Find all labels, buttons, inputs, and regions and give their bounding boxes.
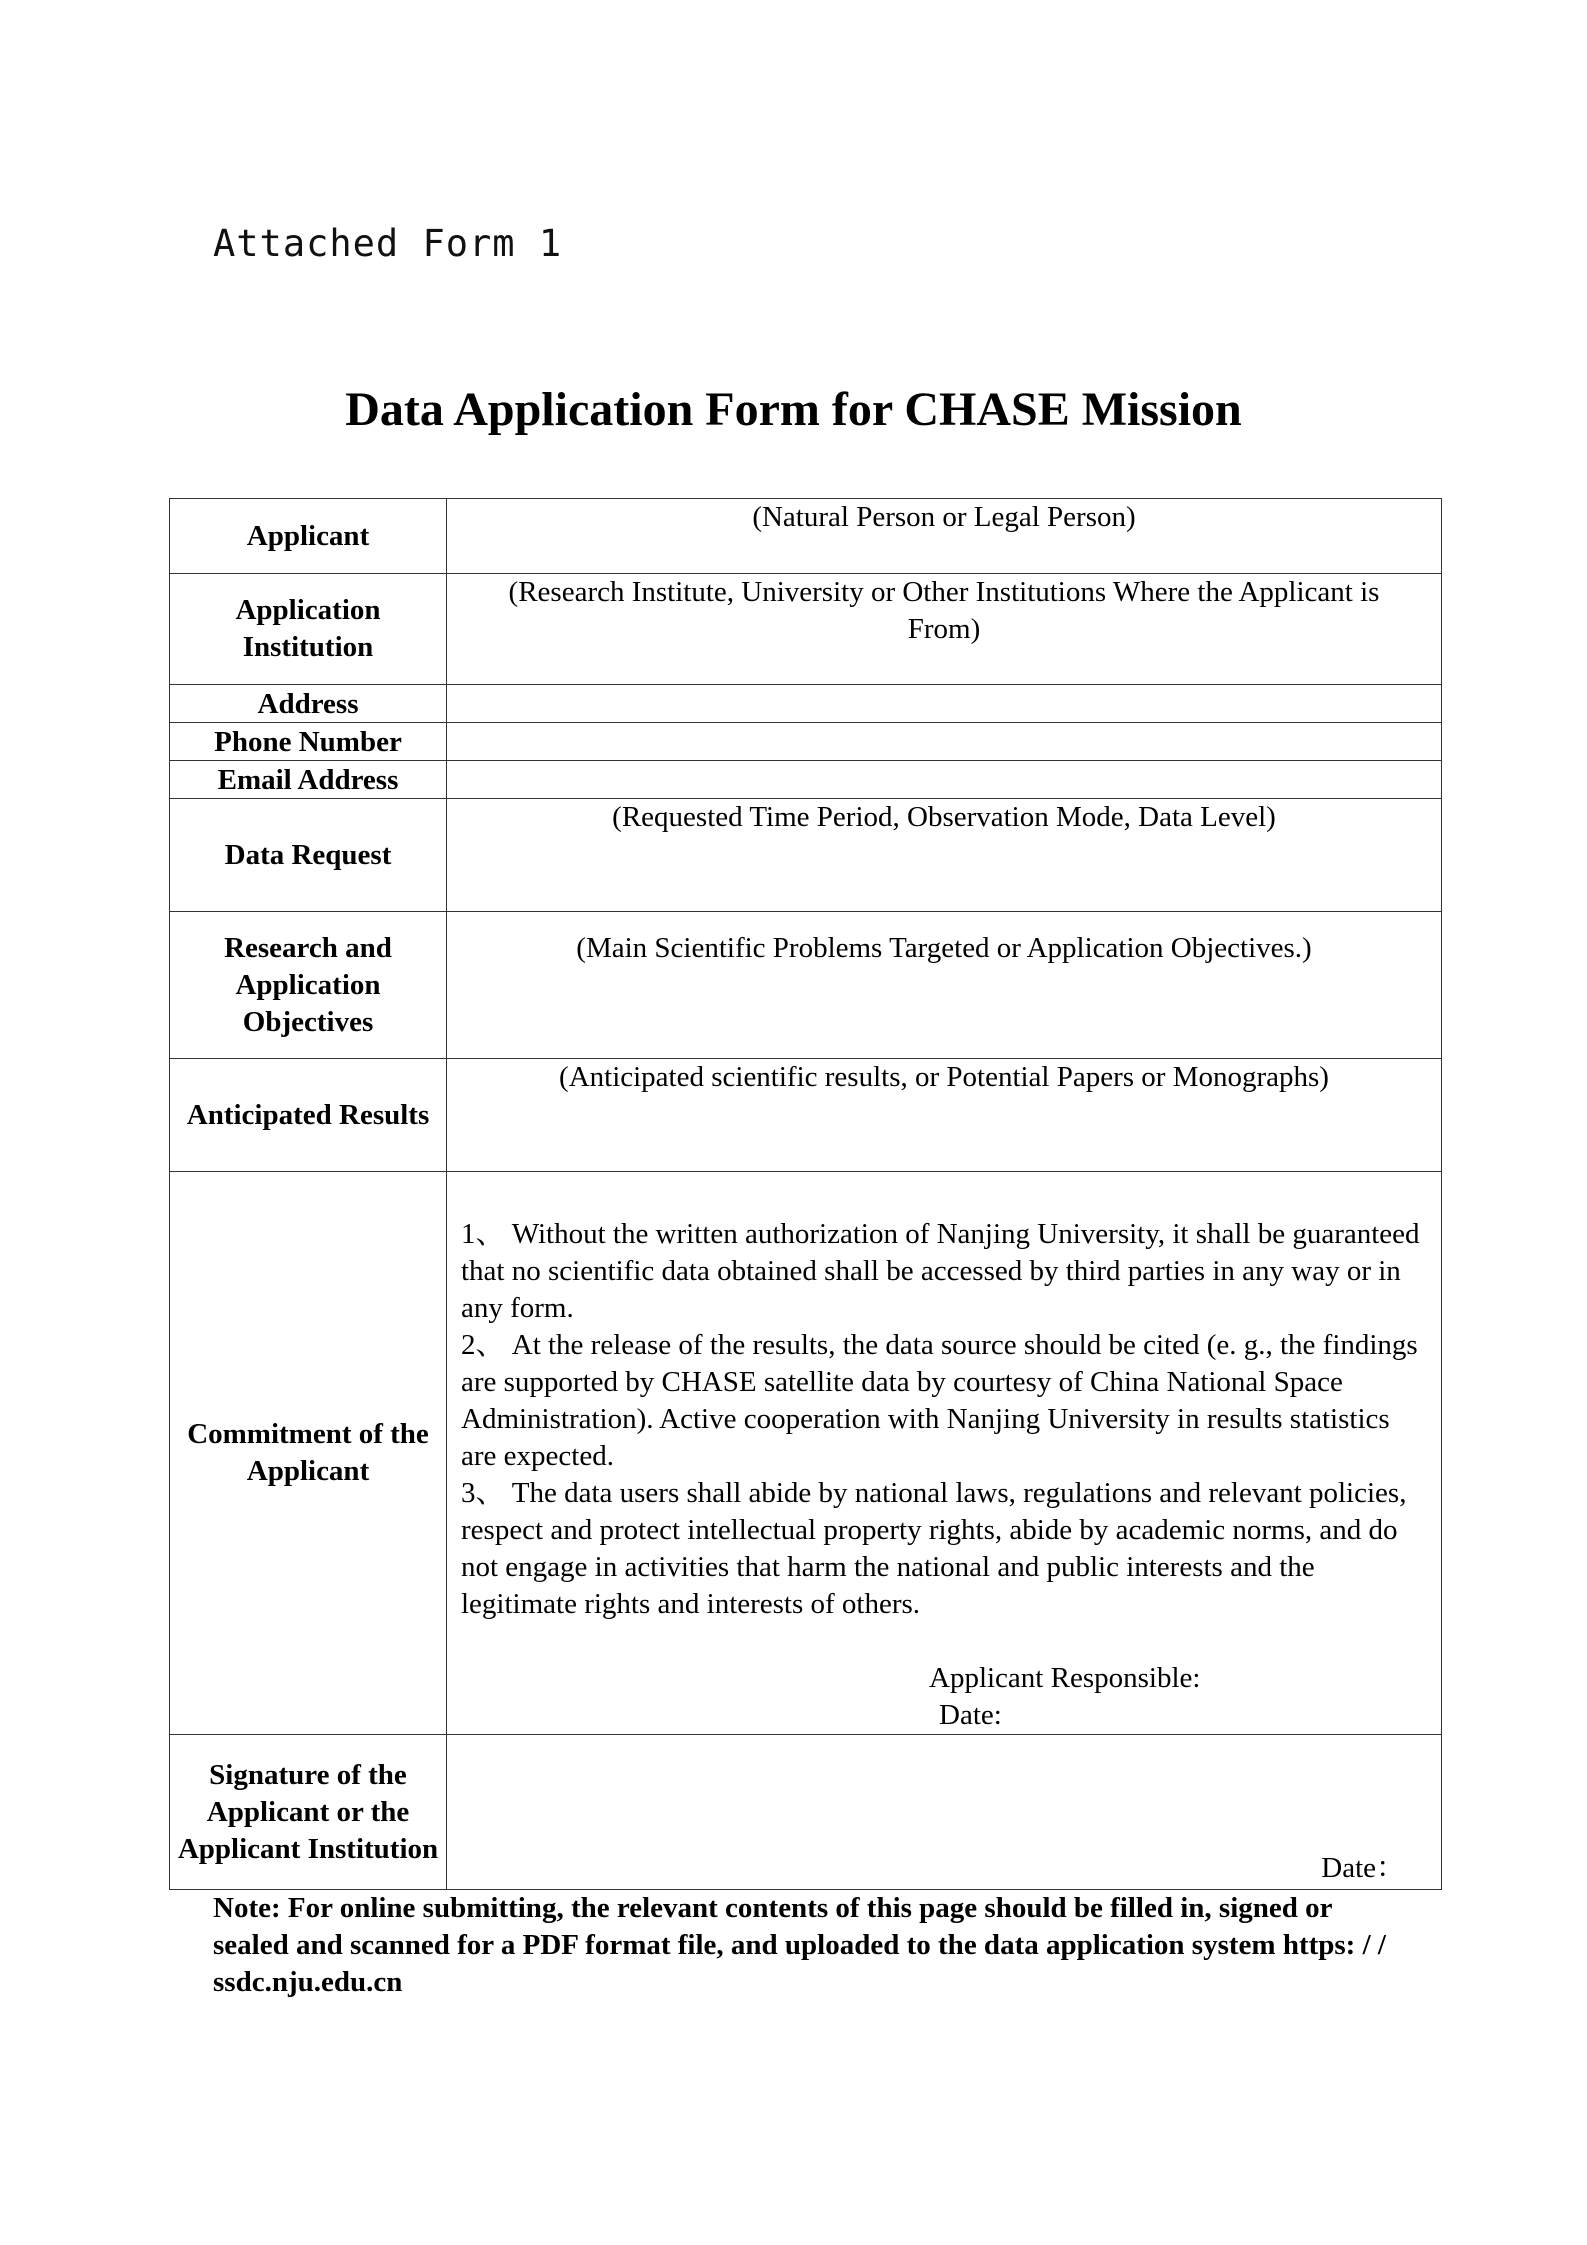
address-label: Address (170, 685, 447, 723)
row-email (170, 761, 1442, 799)
commitment-item-3: 3、 The data users shall abide by national laws, regulations and relevant policies, respect and protect intellectual property rights, abide by academic norms, and do not engage in activities that harm the national and public interests and the legitimate rights and interests of others. (461, 1477, 1407, 1620)
signature-field[interactable] (447, 1735, 1442, 1890)
row-phone (170, 723, 1442, 761)
phone-field[interactable] (447, 723, 1442, 761)
row-data-request (170, 799, 1442, 912)
data-request-field[interactable] (447, 799, 1442, 912)
application-form-table (169, 498, 1442, 1890)
commitment-date-label: Date: (939, 1699, 1002, 1731)
data-request-hint: (Requested Time Period, Observation Mode, Data Level) (612, 801, 1276, 833)
anticipated-results-field[interactable] (447, 1059, 1442, 1172)
submission-note: Note: For online submitting, the relevant contents of this page should be filled in, signed or sealed and scanned for a PDF format file, and uploaded to the data application system https: / / ssdc.nju.edu.cn (213, 1892, 1386, 1998)
page-title: Data Application Form for CHASE Mission (345, 383, 1242, 436)
applicant-responsible-label: Applicant Responsible: (929, 1662, 1201, 1694)
objectives-label: Research and Application Objectives (170, 912, 447, 1059)
applicant-field[interactable] (447, 499, 1442, 574)
commitment-content (447, 1172, 1442, 1735)
signature-date-label: Date： (1321, 1852, 1405, 1884)
applicant-hint: (Natural Person or Legal Person) (752, 501, 1136, 533)
row-objectives (170, 912, 1442, 1059)
phone-label: Phone Number (170, 723, 447, 761)
applicant-label: Applicant (170, 499, 447, 574)
institution-hint: (Research Institute, University or Other Institutions Where the Applicant is From) (508, 576, 1380, 645)
row-address (170, 685, 1442, 723)
email-label: Email Address (170, 761, 447, 799)
row-institution (170, 574, 1442, 685)
signature-label: Signature of the Applicant or the Applicant Institution (170, 1735, 447, 1890)
anticipated-results-label: Anticipated Results (170, 1059, 447, 1172)
commitment-item-2: 2、 At the release of the results, the data source should be cited (e. g., the findings are supported by CHASE satellite data by courtesy of China National Space Administration). Active cooperation with Nanjing University in results statistics are expected. (461, 1329, 1418, 1472)
row-anticipated-results (170, 1059, 1442, 1172)
objectives-field[interactable] (447, 912, 1442, 1059)
row-applicant (170, 499, 1442, 574)
institution-field[interactable] (447, 574, 1442, 685)
attached-form-label: Attached Form 1 (213, 222, 563, 265)
row-signature (170, 1735, 1442, 1890)
anticipated-results-hint: (Anticipated scientific results, or Potential Papers or Monographs) (559, 1061, 1329, 1093)
address-field[interactable] (447, 685, 1442, 723)
institution-label: Application Institution (170, 574, 447, 685)
commitment-label: Commitment of the Applicant (170, 1172, 447, 1735)
row-commitment (170, 1172, 1442, 1735)
data-request-label: Data Request (170, 799, 447, 912)
email-field[interactable] (447, 761, 1442, 799)
commitment-item-1: 1、 Without the written authorization of Nanjing University, it shall be guaranteed that no scientific data obtained shall be accessed by third parties in any way or in any form. (461, 1218, 1420, 1324)
objectives-hint: (Main Scientific Problems Targeted or Application Objectives.) (576, 932, 1312, 964)
